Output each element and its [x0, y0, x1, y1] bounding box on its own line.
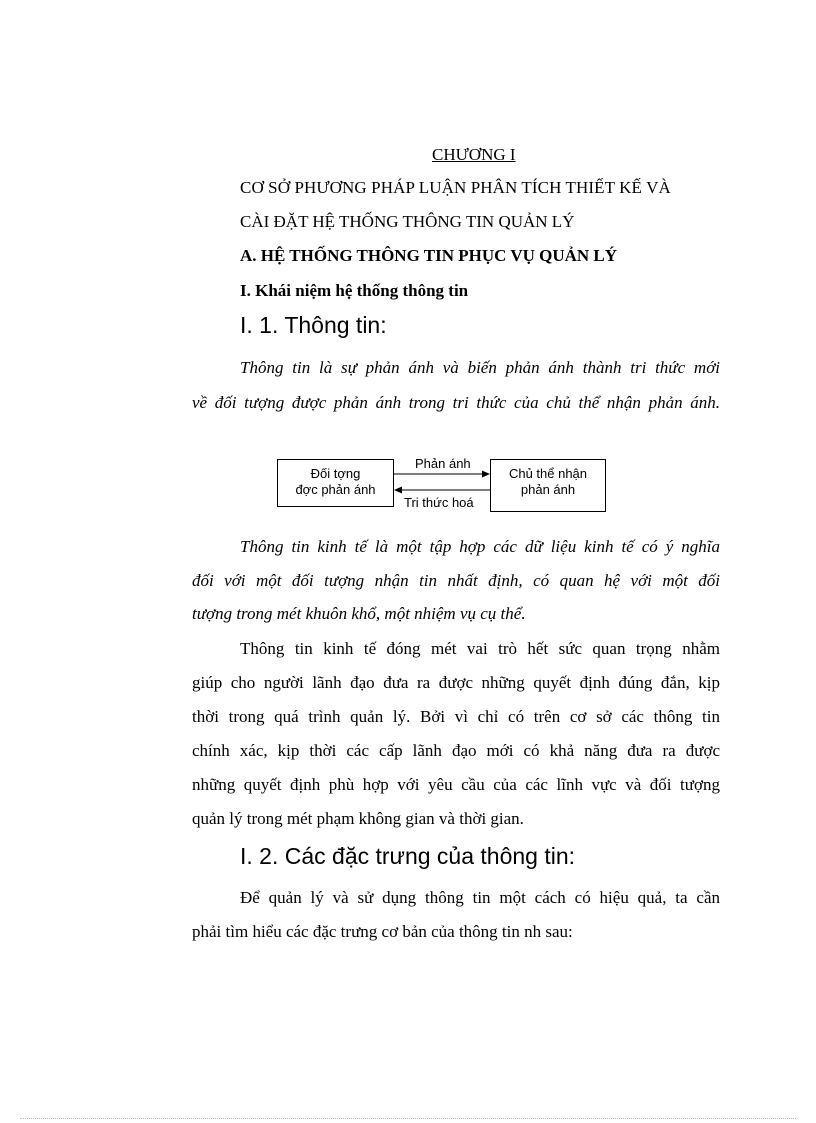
section-i-heading: I. Khái niệm hệ thống thông tin [240, 281, 469, 300]
role-para-line-1: Thông tin kinh tế đóng mét vai trò hết sức quan trọng nhằm [240, 639, 720, 658]
heading-1-2: I. 2. Các đặc trưng của thông tin: [240, 843, 576, 869]
right-box-line-2: phản ánh [520, 482, 576, 497]
econ-def-line-1: Thông tin kinh tế là một tập hợp các dữ liệu kinh tế có ý nghĩa [240, 537, 720, 556]
left-box-line-2: đợc phản ánh [295, 482, 376, 497]
role-para-line-6: quản lý trong mét phạm không gian và thời gian. [192, 809, 524, 828]
chapter-title: CHƯƠNG I [432, 145, 516, 164]
econ-def-line-3: tượng trong mét khuôn khổ, một nhiệm vụ cụ thể. [192, 604, 526, 623]
role-para-line-3: thời trong quá trình quản lý. Bởi vì chỉ có trên cơ sở các thông tin [192, 707, 720, 726]
document-title-line-2: CÀI ĐẶT HỆ THỐNG THÔNG TIN QUẢN LÝ [240, 212, 575, 231]
role-para-line-2: giúp cho người lãnh đạo đưa ra được những quyết định đúng đắn, kịp [192, 673, 720, 692]
definition-line-1: Thông tin là sự phản ánh và biến phản ánh thành tri thức mới [240, 358, 720, 377]
char-para-line-2: phải tìm hiểu các đặc trưng cơ bản của thông tin nh sau: [192, 922, 573, 941]
role-para-line-4: chính xác, kịp thời các cấp lãnh đạo mới có khả năng đưa ra được [192, 741, 720, 760]
arrow-right-label: Phản ánh [415, 456, 471, 471]
char-para-line-1: Để quản lý và sử dụng thông tin một cách có hiệu quả, ta cần [240, 888, 720, 907]
section-a-heading: A. HỆ THỐNG THÔNG TIN PHỤC VỤ QUẢN LÝ [240, 246, 618, 265]
arrow-left-head [394, 487, 402, 494]
left-box-line-1: Đối tợng [310, 466, 361, 481]
diagram-right-box [490, 459, 606, 512]
econ-def-line-2: đối với một đối tượng nhận tin nhất định, có quan hệ với một đối [192, 571, 720, 590]
arrow-left-label: Tri thức hoá [404, 495, 474, 510]
right-box-line-1: Chủ thể nhận [508, 466, 588, 481]
role-para-line-5: những quyết định phù hợp với yêu cầu của các lĩnh vực và đối tượng [192, 775, 720, 794]
diagram-left-box [277, 459, 394, 507]
heading-1-1: I. 1. Thông tin: [240, 312, 387, 338]
document-title-line-1: CƠ SỞ PHƯƠNG PHÁP LUẬN PHÂN TÍCH THIẾT KẾ VÀ [240, 178, 671, 197]
page-bottom-rule [20, 1118, 796, 1119]
arrow-right-head [482, 471, 490, 478]
definition-line-2: về đối tượng được phản ánh trong tri thức của chủ thể nhận phản ánh. [192, 393, 720, 412]
